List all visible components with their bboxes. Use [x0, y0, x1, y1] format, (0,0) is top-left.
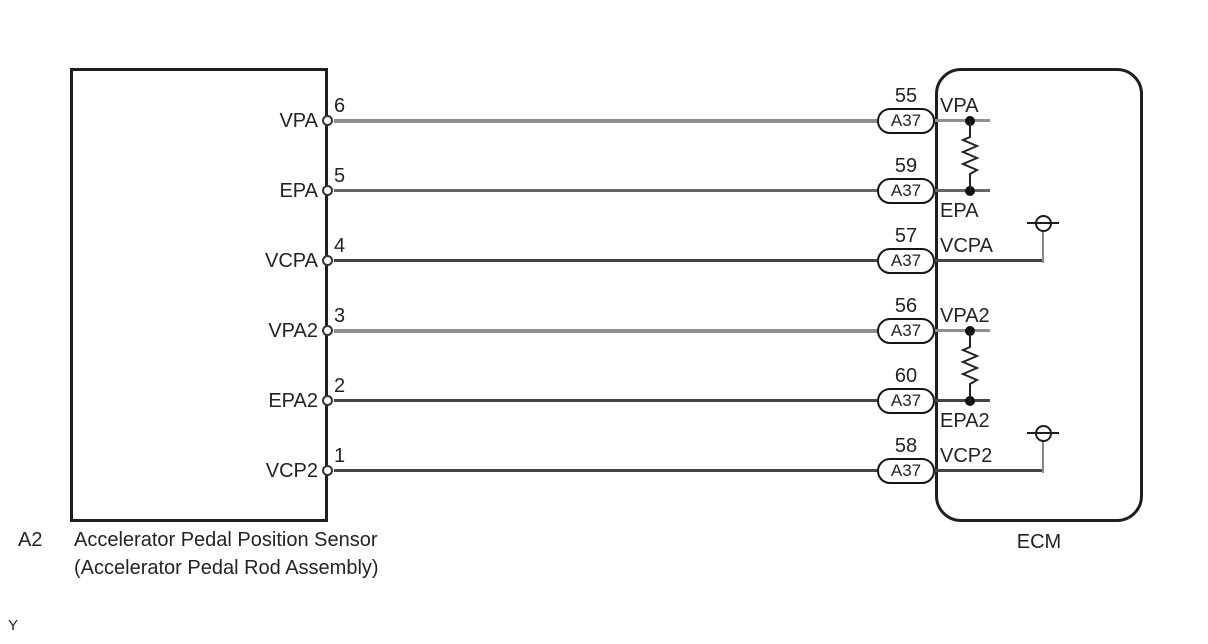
ecm-signal-label-vpa: VPA [940, 95, 979, 117]
sensor-pin-number: 1 [334, 445, 346, 467]
sensor-box [70, 68, 328, 522]
resistor-icon [958, 121, 982, 191]
sensor-signal-label-epa2: EPA2 [268, 390, 318, 412]
terminal-bar-icon [1027, 222, 1059, 224]
wire-vpa2 [334, 329, 877, 333]
sensor-pin-circle [322, 325, 333, 336]
terminal-bar-icon [1027, 432, 1059, 434]
sensor-name-line2: (Accelerator Pedal Rod Assembly) [74, 557, 379, 579]
sensor-pin-number: 4 [334, 235, 346, 257]
ecm-signal-label-epa: EPA [940, 200, 979, 222]
wire-vpa [334, 119, 877, 123]
sensor-pin-circle [322, 115, 333, 126]
ecm-pin-number: 57 [894, 225, 918, 247]
sensor-pin-number: 5 [334, 165, 346, 187]
wire-epa [334, 189, 877, 192]
ecm-pin-number: 58 [894, 435, 918, 457]
sensor-pin-circle [322, 255, 333, 266]
connector-oval: A37 [877, 458, 935, 484]
sensor-signal-label-vpa2: VPA2 [268, 320, 318, 342]
connector-oval: A37 [877, 388, 935, 414]
ecm-pin-number: 56 [894, 295, 918, 317]
sensor-pin-circle [322, 395, 333, 406]
ecm-pin-number: 59 [894, 155, 918, 177]
wire-epa2 [334, 399, 877, 402]
ecm-signal-label-vpa2: VPA2 [940, 305, 990, 327]
connector-oval: A37 [877, 248, 935, 274]
ecm-signal-label-vcp2: VCP2 [940, 445, 993, 467]
sensor-pin-circle [322, 465, 333, 476]
ecm-signal-label-epa2: EPA2 [940, 410, 990, 432]
sensor-signal-label-vcpa: VCPA [265, 250, 318, 272]
sensor-pin-circle [322, 185, 333, 196]
wire-vcpa [334, 259, 877, 262]
wire-vcp2 [334, 469, 877, 472]
connector-oval: A37 [877, 178, 935, 204]
terminal-riser [1042, 441, 1044, 473]
terminal-riser [1042, 231, 1044, 263]
sensor-id: A2 [18, 529, 43, 551]
ecm-stub-wire [935, 469, 1043, 472]
sensor-pin-number: 6 [334, 95, 346, 117]
sensor-pin-number: 2 [334, 375, 346, 397]
ecm-caption: ECM [1016, 531, 1062, 553]
corner-note: Y [8, 617, 19, 634]
ecm-stub-wire [935, 259, 1043, 262]
sensor-pin-number: 3 [334, 305, 346, 327]
connector-oval: A37 [877, 108, 935, 134]
sensor-signal-label-vpa: VPA [279, 110, 318, 132]
connector-oval: A37 [877, 318, 935, 344]
ecm-pin-number: 55 [894, 85, 918, 107]
sensor-signal-label-vcp2: VCP2 [265, 460, 318, 482]
sensor-signal-label-epa: EPA [279, 180, 318, 202]
ecm-pin-number: 60 [894, 365, 918, 387]
sensor-name-line1: Accelerator Pedal Position Sensor [74, 529, 378, 551]
ecm-signal-label-vcpa: VCPA [940, 235, 993, 257]
resistor-icon [958, 331, 982, 401]
